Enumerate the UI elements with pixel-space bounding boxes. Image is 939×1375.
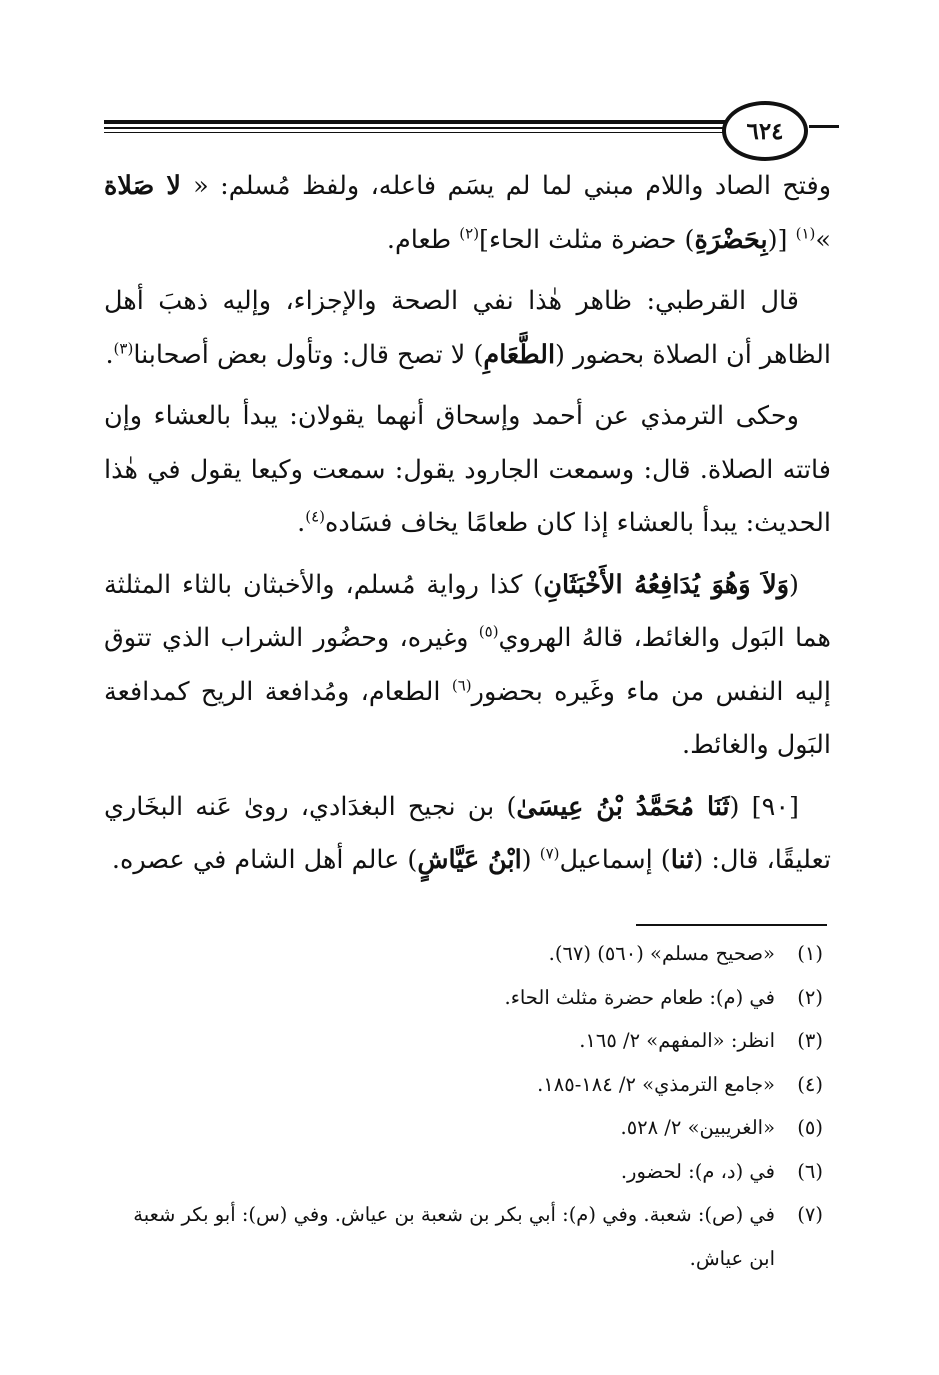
footnote	[104, 1063, 823, 1107]
page-header	[104, 98, 839, 158]
text-segment: وفتح الصاد واللام مبني لما لم يسَم فاعله، ولفظ مُسلم: «	[193, 171, 832, 201]
footnote	[104, 1193, 823, 1280]
footnote-text: «الغريبين» ٢/ ٥٢٨.	[620, 1116, 775, 1139]
footnote	[104, 1150, 823, 1194]
footnote	[104, 932, 823, 976]
text-segment: ) إسماعيل	[559, 845, 671, 875]
page-number: ٦٢٤	[746, 117, 784, 145]
footnote-number: (٤)	[797, 1072, 823, 1096]
quoted-hadith-text: ثنا	[670, 845, 694, 875]
footnote-text: «جامع الترمذي» ٢/ ١٨٤-١٨٥.	[537, 1072, 775, 1096]
footnote-ref: (٢)	[459, 224, 480, 242]
text-segment: قال القرطبي: ظاهر هٰذا نفي الصحة والإجزاء، وإليه ذهبَ أهل الظاهر أن الصلاة بحضور (	[104, 286, 831, 370]
paragraph	[104, 390, 831, 551]
quoted-hadith-text: لا صَلاة	[104, 171, 194, 201]
text-segment: ) عالم أهل الشام في عصره.	[111, 845, 418, 875]
text-segment: .	[297, 508, 306, 538]
text-segment: الطعام، ومُدافعة الريح كمدافعة البَول والغائط.	[104, 676, 831, 760]
text-segment: وحكى الترمذي عن أحمد وإسحاق أنهما يقولان: يبدأ بالعشاء وإن فاتته الصلاة. قال: وسمعت الجارود يقول: سمعت وكيعا يقول في هٰذا الحديث: يبدأ بالعشاء إذا كان طعامًا يخاف فسَاده	[104, 401, 831, 538]
header-rule-right	[809, 125, 839, 128]
header-rule-thick	[104, 120, 729, 124]
paragraph	[104, 781, 831, 888]
text-segment: (	[521, 845, 540, 875]
footnote	[104, 976, 823, 1020]
text-segment: (	[789, 569, 799, 600]
footnote-number: (٧)	[797, 1203, 823, 1226]
footnote-number: (٣)	[797, 1029, 823, 1052]
footnote	[104, 1106, 823, 1150]
footnote-text: «صحيح مسلم» (٥٦٠) (٦٧).	[548, 942, 775, 965]
text-segment: طعام.	[386, 224, 460, 255]
footnotes	[104, 932, 823, 1280]
footnote-number: (١)	[797, 942, 823, 965]
paragraph	[104, 160, 831, 267]
text-segment: ) كذا رواية مُسلم، والأخبثان بالثاء المثلثة هما البَول والغائط، قالهُ الهروي	[104, 569, 831, 653]
text-segment: [٩٠] (	[729, 791, 799, 822]
paragraph	[104, 275, 831, 382]
quoted-hadith-text: ابْنُ عَيَّاشٍ	[417, 845, 522, 875]
text-segment: ) بن نجيح البغدَادي، روىٰ عَنه البخَاري تعليقًا، قال: (	[104, 791, 831, 875]
text-segment: »	[815, 224, 831, 255]
footnote-ref: (٦)	[451, 676, 472, 694]
quoted-hadith-text: وَلاَ وَهُوَ يُدَافِعُهُ الأَخْبَثَانِ	[543, 569, 790, 600]
quoted-hadith-text: ثَنَا مُحَمَّدُ بْنُ عِيسَىٰ	[516, 791, 730, 822]
quoted-hadith-text: الطَّعَامِ	[483, 339, 556, 370]
footnote-number: (٢)	[797, 985, 823, 1009]
header-rule-middle	[104, 127, 729, 129]
text-segment: [(	[767, 224, 796, 255]
footnote-ref: (٧)	[539, 844, 560, 863]
footnote-text: في (م): طعام حضرة مثلث الحاء.	[504, 985, 775, 1009]
footnote-ref: (٥)	[478, 622, 499, 641]
main-text	[104, 160, 831, 896]
text-segment: وغيره، وحضُور الشراب الذي تتوق إليه النفس من ماء وغَيره بحضور	[104, 623, 831, 707]
footnote-number: (٦)	[797, 1159, 823, 1183]
footnote	[104, 1019, 823, 1063]
footnote-text: في (د، م): لحضور.	[620, 1159, 775, 1183]
text-segment: .	[105, 339, 114, 370]
footnote-text: في (ص): شعبة. وفي (م): أبي بكر بن شعبة بن عياش. وفي (س): أبو بكر شعبة ابن عياش.	[133, 1203, 775, 1270]
paragraph	[104, 559, 831, 773]
text-segment: ) حضرة مثلث الحاء]	[479, 224, 695, 255]
footnote-ref: (١)	[795, 224, 816, 242]
footnote-number: (٥)	[797, 1116, 823, 1139]
footnote-ref: (٣)	[113, 339, 134, 357]
page-number-badge	[722, 101, 808, 161]
text-segment: ) لا تصح قال: وتأول بعض أصحابنا	[133, 339, 484, 370]
footnote-ref: (٤)	[305, 507, 325, 526]
quoted-hadith-text: بِحَضْرَةِ	[694, 224, 768, 255]
footnote-text: انظر: «المفهم» ٢/ ١٦٥.	[579, 1029, 775, 1052]
footnote-separator	[636, 924, 827, 926]
header-rule-thin	[104, 132, 729, 133]
